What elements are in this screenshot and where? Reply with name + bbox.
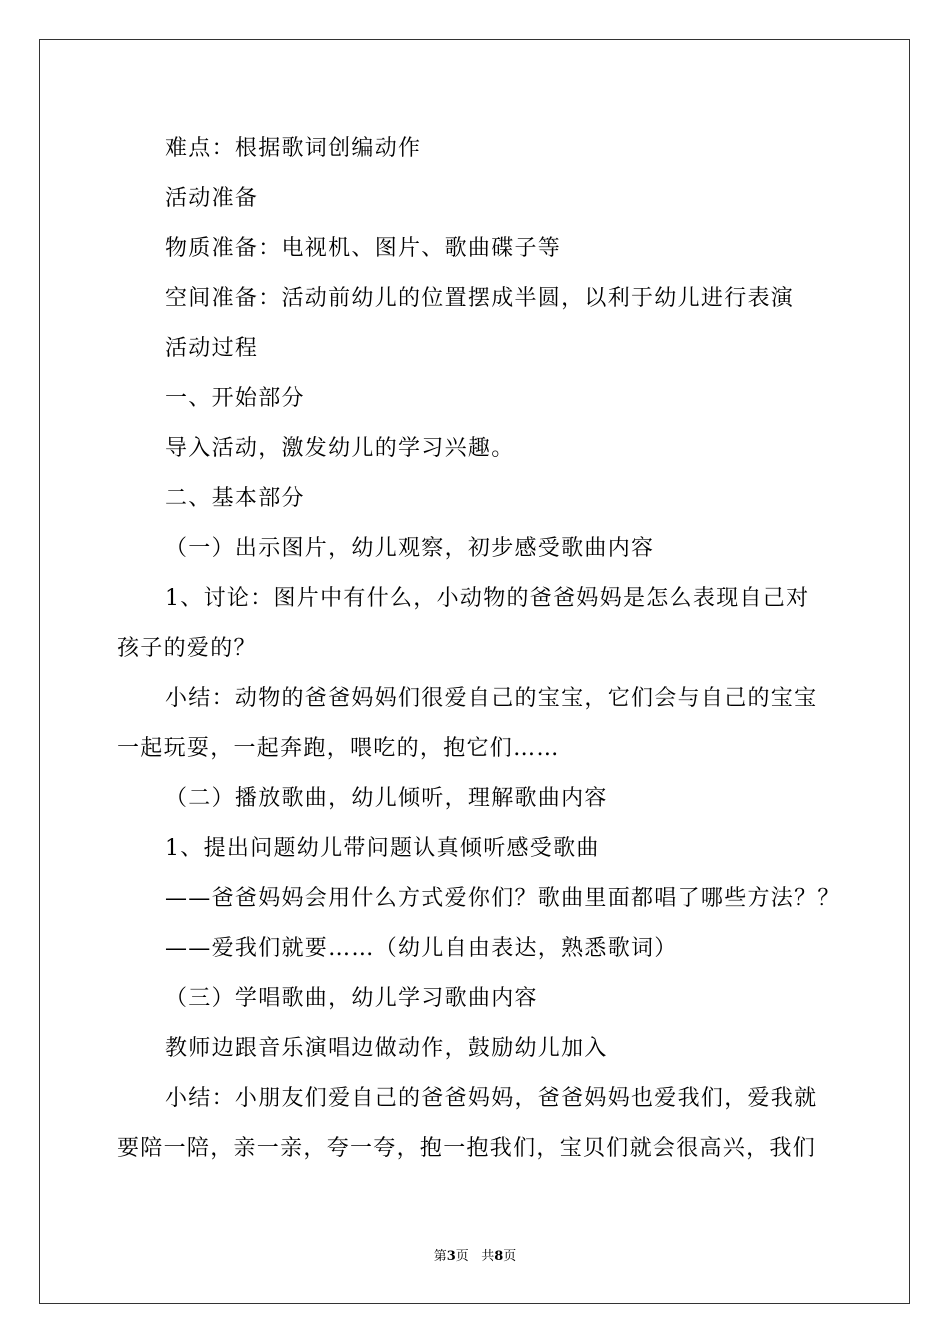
text-line-section-1: 一、开始部分: [165, 386, 305, 411]
total-suffix: 页: [503, 1249, 517, 1264]
text-line-subsection-2: （二）播放歌曲，幼儿倾听，理解歌曲内容: [165, 786, 608, 811]
text-line-summary-2-cont: 要陪一陪，亲一亲，夸一夸，抱一抱我们，宝贝们就会很高兴，我们: [117, 1136, 817, 1161]
text-line-subsection-1: （一）出示图片，幼儿观察，初步感受歌曲内容: [165, 536, 655, 561]
text-line-summary-1: 小结：动物的爸爸妈妈们很爱自己的宝宝，它们会与自己的宝宝: [165, 686, 818, 711]
text-line-subsection-3: （三）学唱歌曲，幼儿学习歌曲内容: [165, 986, 538, 1011]
text-line-teacher: 教师边跟音乐演唱边做动作，鼓励幼儿加入: [165, 1036, 608, 1061]
text-line-summary-1-cont: 一起玩耍，一起奔跑，喂吃的，抱它们……: [117, 736, 560, 761]
text-line-section-2: 二、基本部分: [165, 486, 305, 511]
page-border: [39, 39, 910, 1304]
text-line-activity-prep: 活动准备: [165, 186, 259, 211]
text-line-summary-2: 小结：小朋友们爱自己的爸爸妈妈，爸爸妈妈也爱我们，爱我就: [165, 1086, 818, 1111]
page-suffix: 页: [455, 1249, 469, 1264]
text-line-discussion: 1、讨论：图片中有什么，小动物的爸爸妈妈是怎么表现自己对: [165, 586, 810, 611]
text-line-difficulty: 难点：根据歌词创编动作: [165, 136, 422, 161]
page-footer: [0, 1248, 950, 1266]
text-line-question: 1、提出问题幼儿带问题认真倾听感受歌曲: [165, 836, 600, 861]
page-number: 3: [446, 1249, 456, 1264]
text-line-space-prep: 空间准备：活动前幼儿的位置摆成半圆，以利于幼儿进行表演: [165, 286, 795, 311]
total-pages: 8: [494, 1249, 504, 1264]
text-line-material-prep: 物质准备：电视机、图片、歌曲碟子等: [165, 236, 562, 261]
text-line-dash-1: ——爸爸妈妈会用什么方式爱你们？歌曲里面都唱了哪些方法？？: [165, 886, 841, 911]
text-line-intro: 导入活动，激发幼儿的学习兴趣。: [165, 436, 515, 461]
text-line-activity-process: 活动过程: [165, 336, 259, 361]
text-line-discussion-cont: 孩子的爱的？: [117, 636, 257, 661]
text-line-dash-2: ——爱我们就要……（幼儿自由表达，熟悉歌词）: [165, 936, 678, 961]
page-prefix: 第: [433, 1249, 447, 1264]
total-prefix: 共: [481, 1249, 495, 1264]
